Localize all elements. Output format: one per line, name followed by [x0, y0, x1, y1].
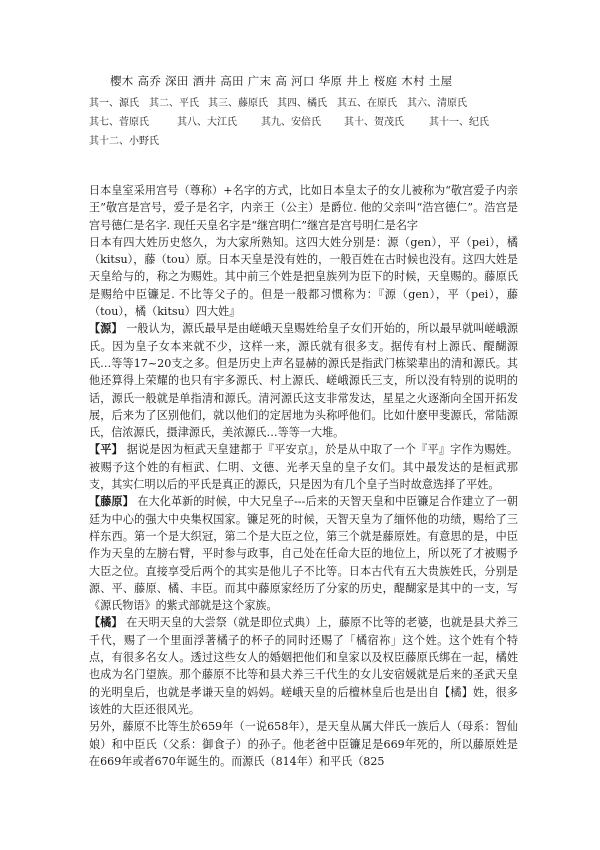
clan-entry-11: 其十一、纪氏: [429, 117, 489, 128]
clan-entry-8: 其八、大江氏: [177, 117, 237, 128]
clan-entry-4: 其四、橘氏: [277, 98, 327, 109]
section-tag-tachibana: 【橘】: [89, 616, 123, 630]
section-tag-taira: 【平】: [89, 443, 124, 457]
clan-entry-10: 其十、贺茂氏: [344, 117, 404, 128]
paragraph-tachibana: [89, 614, 518, 718]
clan-entry-7: 其七、菅原氏: [89, 117, 149, 128]
section-tag-minamoto: 【源】: [89, 322, 123, 336]
clan-entry-6: 其六、清原氏: [407, 98, 467, 109]
clan-entry-5: 其五、在原氏: [337, 98, 397, 109]
paragraph-text: 据说是因为桓武天皇建都于『平安京』，於是从中取了一个『平』字作为赐姓。被赐予这个姓的有桓武、仁明、文德、光孝天皇的皇子女们。其中最发达的是桓武那支，其实仁明以后的平氏是真正的源氏，只是因为有几个皇子当时故意选择了平姓。: [89, 443, 518, 492]
paragraph-text: 在天明天皇的大尝祭（就是即位式典）上，藤原不比等的老婆，也就是县犬养三千代，赐了一个里面浮著橘子的杯子的同时还赐了「橘宿祢」这个姓。这个姓有个特点，有很多名女人。透过这些女人的婚姻把他们和皇家以及权臣藤原氏绑在一起，橘姓也成为名门望族。那个藤原不比等和县犬养三千代生的女儿安宿媛就是后来的圣武天皇的光明皇后，也就是孝谦天皇的妈妈。嵯峨天皇的后檀林皇后也是出自【橘】姓，很多该姓的大臣还很风光。: [89, 616, 518, 716]
surnames-line: 樱木 高乔 深田 酒井 高田 广末 高 河口 华原 井上 桜庭 木村 土屋: [110, 74, 453, 88]
paragraph-imperial-names: 日本皇室采用宫号（尊称）+名字的方式，比如日本皇太子的女儿被称为“敬宫爱子内亲王”敬宫是宫号，爱子是名字，内亲王（公主）是爵位. 他的父亲叫“浩宫德仁”。浩宫是宫号德仁是名字. 现任天皇名字是“继宫明仁”继宫是宫号明仁是名字: [89, 184, 518, 232]
clan-index-row: [89, 94, 529, 113]
article-body: [89, 182, 518, 770]
paragraph-four-surnames: 日本有四大姓历史悠久，为大家所熟知。这四大姓分别是：源（gen），平（pei），橘（kitsu），藤（tou）原。日本天皇是没有姓的，一般百姓在古时候也没有。这四大姓是天皇给与的，称之为赐姓。其中前三个姓是把皇族列为臣下的时候，天皇赐的。藤原氏是赐给中臣镰足. 不比等父子的。但是一般都习惯称为：『源（gen），平（pei），藤（tou），橘（kitsu）四大姓』: [89, 235, 518, 319]
paragraph-fujiwara: [89, 493, 518, 614]
clan-entry-3: 其三、藤原氏: [208, 98, 268, 109]
clan-entry-9: 其九、安倍氏: [261, 117, 321, 128]
paragraph-taira: [89, 441, 518, 493]
clan-index-row: [89, 132, 529, 151]
paragraph-text: 在大化革新的时候，中大兄皇子---后来的天智天皇和中臣镰足合作建立了一朝廷为中心的强大中央集权国家。镰足死的时候，天智天皇为了缅怀他的功绩，赐给了三样东西。第一个是大织冠，第二个是大臣之位，第三个就是藤原姓。有意思的是，中臣作为天皇的左膀右臂，平时参与政事，自己处在任命大臣的地位上，所以死了才被赐予大臣之位。直接享受后两个的其实是他儿子不比等。日本古代有五大贵族姓氏，分别是源、平、藤原、橘、丰臣。而其中藤原家经历了分家的历史，醍醐家是其中的一支，写《源氏物语》的紫式部就是这个家族。: [89, 495, 518, 613]
clan-entry-2: 其二、平氏: [149, 98, 199, 109]
clan-entry-1: 其一、源氏: [89, 98, 139, 109]
paragraph-text: 一般认为，源氏最早是由嵯峨天皇赐姓给皇子女们开始的，所以最早就叫嵯峨源氏。因为皇子女本来就不少，这样一来，源氏就有很多支。据传有村上源氏、醍醐源氏…等等17~20支之多。但是历史上声名显赫的源氏是指武门栋梁辈出的清和源氏。其他还算得上荣耀的也只有宇多源氏、村上源氏、嵯峨源氏三支，所以没有特别的说明的话，源氏一般就是单指清和源氏。清河源氏这支非常发达，星星之火逐渐向全国开拓发展，后来为了区别他们，就以他们的定居地为头称呼他们。比如什麽甲斐源氏，常陆源氏，信浓源氏，摄津源氏，美浓源氏…等等一大堆。: [89, 322, 518, 440]
paragraph-fujiwara-dates: 另外，藤原不比等生於659年（一说658年），是天皇从属大伴氏一族后人（母系：智仙娘）和中臣氏（父系：御食子）的孙子。他老爸中臣镰足是669年死的，所以藤原姓是在669年或者670年诞生的。而源氏（814年）和平氏（825: [89, 720, 518, 768]
paragraph-minamoto: [89, 320, 518, 441]
clan-index-row: [89, 113, 529, 132]
clan-entry-12: 其十二、小野氏: [89, 136, 159, 147]
section-tag-fujiwara: 【藤原】: [89, 495, 134, 509]
clan-index: [89, 94, 529, 151]
